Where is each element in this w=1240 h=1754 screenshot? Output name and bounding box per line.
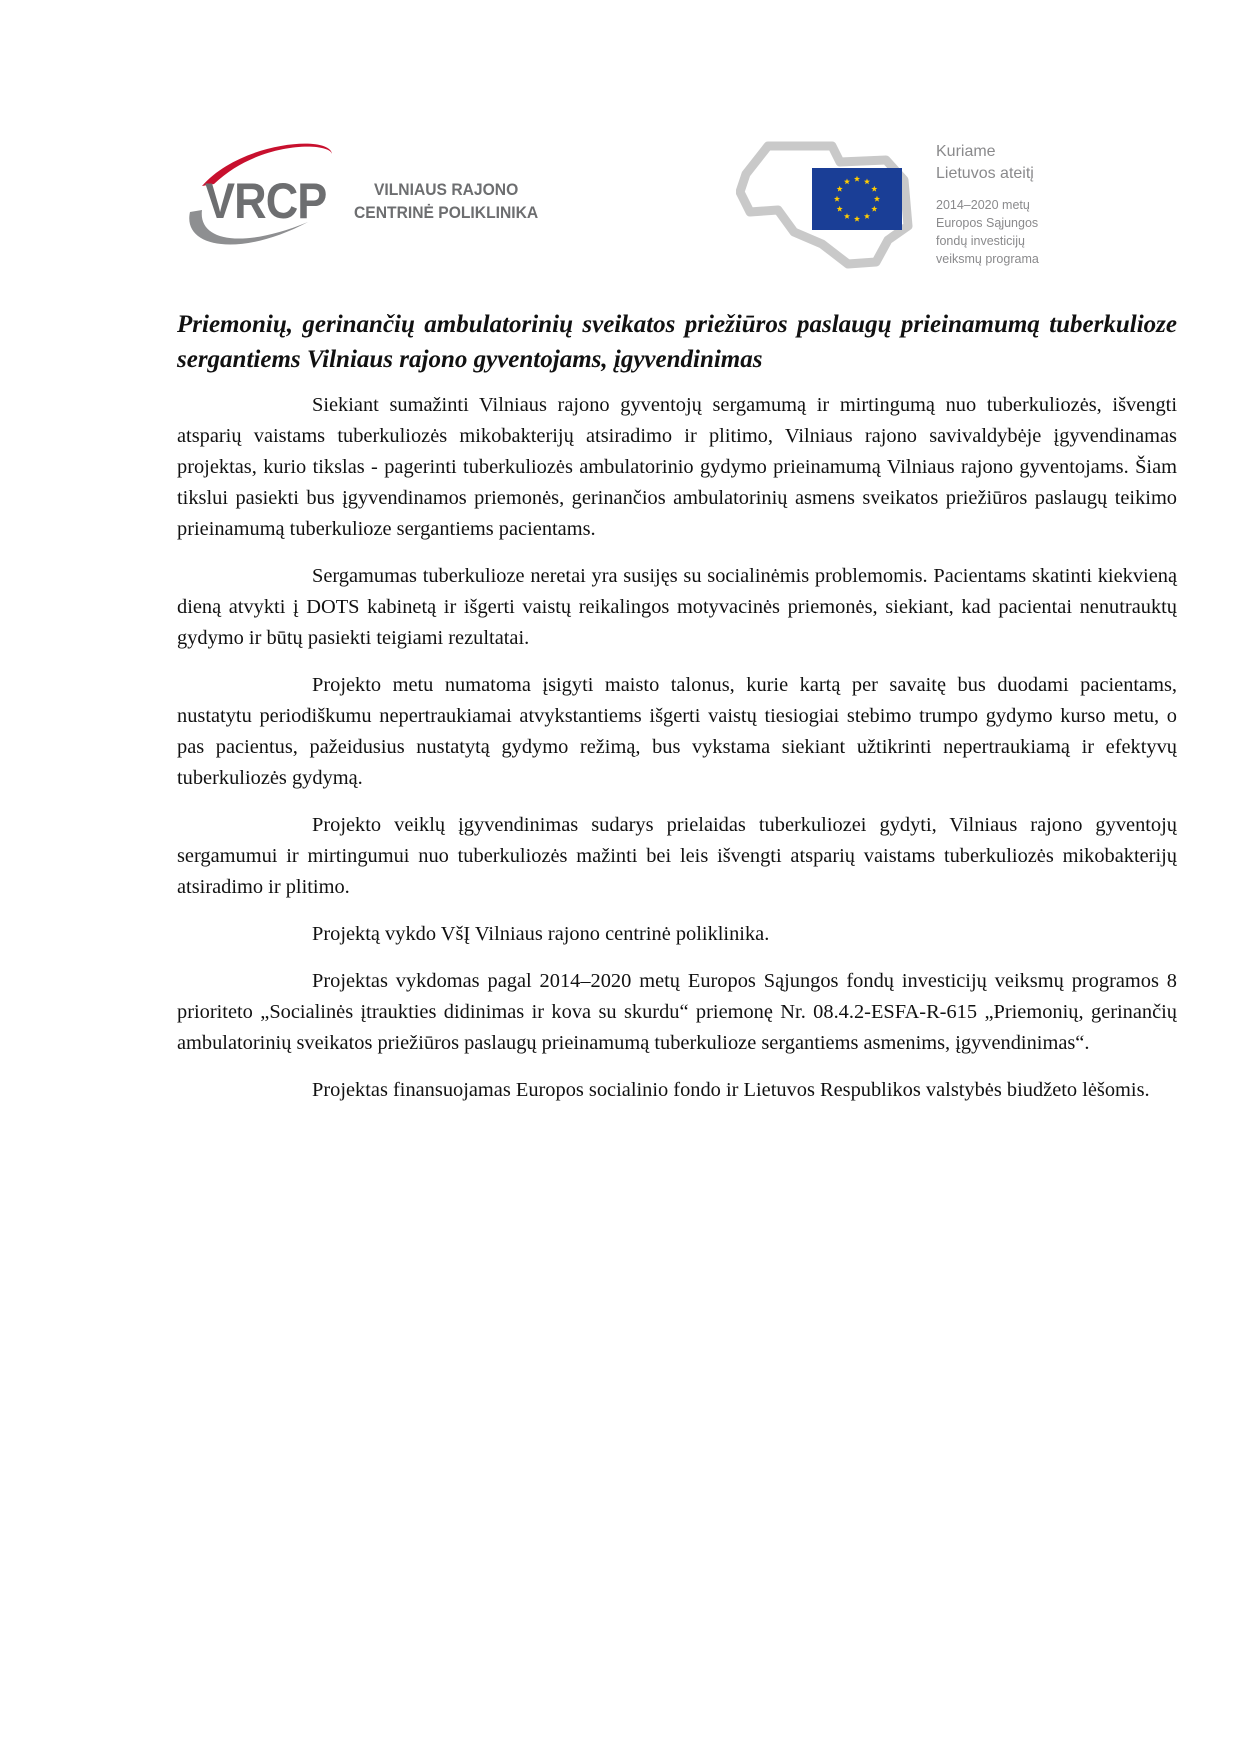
paragraph-7: Projektas finansuojamas Europos socialinio fondo ir Lietuvos Respublikos valstybės biudžeto lėšomis. — [312, 1079, 1150, 1101]
eu-program-line-1: 2014–2020 metų — [936, 198, 1030, 212]
paragraph-5: Projektą vykdo VšĮ Vilniaus rajono centrinė poliklinika. — [312, 923, 770, 945]
eu-slogan-line-1: Kuriame — [936, 143, 996, 160]
paragraph-4: Projekto veiklų įgyvendinimas sudarys prielaidas tuberkuliozei gydyti, Vilniaus rajono gyventojų sergamumui ir mirtingumui nuo tuberkuliozės mažinti bei leis išvengti atsparių vaistams tuberkuliozės mikobakterijų atsiradimo ir plitimo. — [177, 814, 1177, 898]
vrcp-logo-name-line-2: CENTRINĖ POLIKLINIKA — [354, 203, 539, 222]
paragraph-3: Projekto metu numatoma įsigyti maisto talonus, kurie kartą per savaitę bus duodami pacientams, nustatytu periodiškumu nepertraukiamai atvykstantiems išgerti vaistų tiesiogiai stebimo trumpo gydymo kurso metu, o pas pacientus, pažeidusius nustatytą gydymo režimą, bus vykstama siekiant užtikrinti nepertraukiamą ir efektyvų tuberkuliozės gydymą. — [177, 674, 1177, 789]
paragraph-1: Siekiant sumažinti Vilniaus rajono gyventojų sergamumą ir mirtingumą nuo tuberkuliozės, išvengti atsparių vaistams tuberkuliozės mikobakterijų atsiradimo ir plitimo, Vilniaus rajono savivaldybėje įgyvendinamas projektas, kurio tikslas - pagerinti tuberkuliozės ambulatorinio gydymo prieinamumą Vilniaus rajono gyventojams. Šiam tikslui pasiekti bus įgyvendinamos priemonės, gerinančios ambulatorinių asmens sveikatos priežiūros paslaugų teikimo prieinamumą tuberkulioze sergantiems pacientams. — [177, 394, 1177, 540]
eu-slogan-line-2: Lietuvos ateitį — [936, 165, 1034, 182]
vrcp-logo-letters: VRCP — [205, 173, 327, 229]
eu-program-line-3: fondų investicijų — [936, 234, 1025, 248]
eu-program-line-4: veiksmų programa — [936, 252, 1039, 266]
paragraph-2: Sergamumas tuberkulioze neretai yra susijęs su socialinėmis problemomis. Pacientams skatinti kiekvieną dieną atvykti į DOTS kabinetą ir išgerti vaistų reikalingos motyvacinės priemonės, siekiant, kad pacientai nenutrauktų gydymo ir būtų pasiekti teigiami rezultatai. — [177, 565, 1177, 649]
vrcp-logo-name — [354, 178, 538, 224]
eu-logo-text — [936, 141, 1039, 268]
paragraph-6: Projektas vykdomas pagal 2014–2020 metų Europos Sąjungos fondų investicijų veiksmų programos 8 prioriteto „Socialinės įtraukties didinimas ir kova su skurdu“ priemonę Nr. 08.4.2-ESFA-R-615 „Priemonių, gerinančių ambulatorinių sveikatos priežiūros paslaugų prieinamumą tuberkulioze sergantiems asmenims, įgyvendinimas“. — [177, 970, 1177, 1054]
document-body — [177, 307, 1177, 1122]
document-title: Priemonių, gerinančių ambulatorinių sveikatos priežiūros paslaugų prieinamumą tuberkulioze sergantiems Vilniaus rajono gyventojams, įgyvendinimas — [177, 311, 1177, 373]
eu-program-text — [936, 196, 1039, 268]
eu-program-line-2: Europos Sąjungos — [936, 216, 1039, 230]
vrcp-logo-name-line-1: VILNIAUS RAJONO — [373, 180, 519, 199]
eu-slogan — [936, 141, 1039, 185]
